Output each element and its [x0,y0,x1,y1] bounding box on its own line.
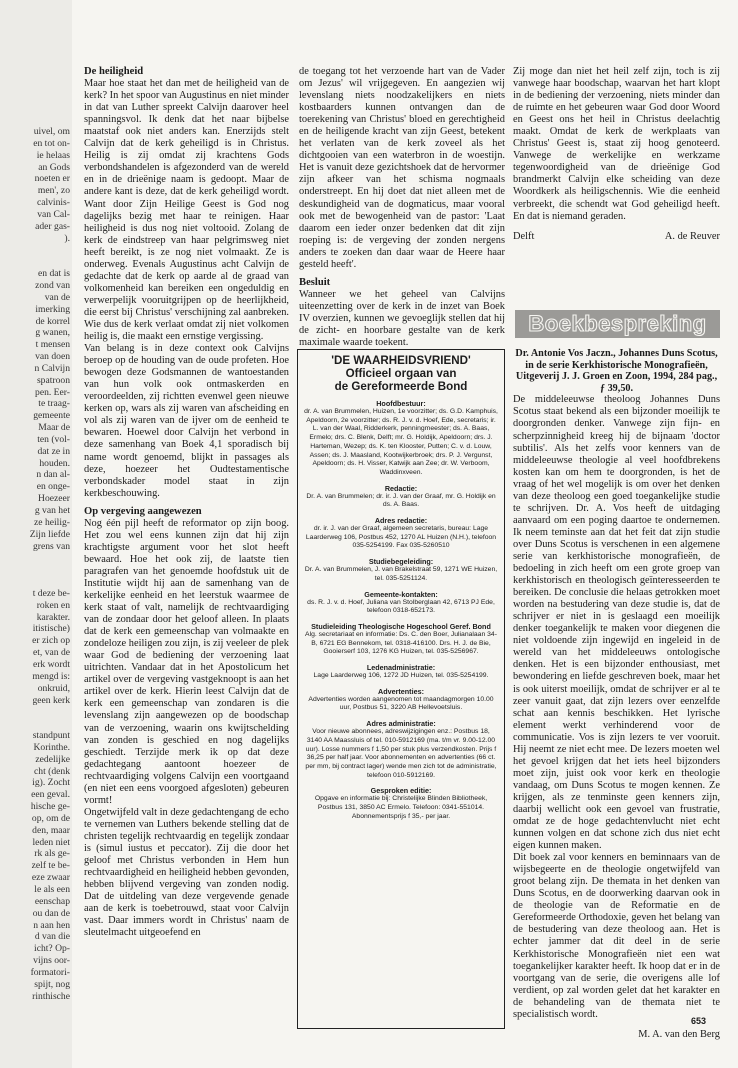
fragment-line: grens van [32,540,70,552]
fragment-line: dat ze in [37,445,70,457]
paragraph: Ongetwijfeld valt in deze gedachtengang de echo te vernemen van Luthers bekende stelling dat de christen tegelijk rechtvaardig en tegelijk zondaar is (simul iustus et peccator). Zij die door het geloof met Christus verbonden in Hem hun rechtvaardigheid en heiligheid hebben gevonden, hebben blijvend vergeving van zonden nodig. Dat de uitdeling van deze vergevende genade aan de kerk is toebetrouwd, staat voor Calvijn vast. Daar immers wordt in Christus' naam de sleutelmacht uitgeoefend en [84,806,289,939]
fragment-line: spijt, nog [34,978,70,990]
section-heading: Gesproken editie: [370,786,432,796]
column-3 [513,66,720,243]
fragment-line: ze heilig- [34,516,70,528]
fragment-line: ader gas- [35,220,70,232]
section-heading: Studieleiding Theologische Hogeschool Geref. Bond [311,621,491,631]
fragment-line: hische ge- [30,801,70,813]
fragment-line: geen kerk [32,694,70,706]
fragment-line: rk als ge- [34,848,70,860]
masthead-title: 'DE WAARHEIDSVRIEND' [331,354,471,367]
fragment-line: ten (vol- [37,433,70,445]
fragment-line: van doen [35,351,70,363]
paragraph: Dit boek zal voor kenners en beminnaars van de wijsbegeerte en de theologie ongetwijfeld van groot belang zijn. De themata in het denken van Duns Scotus, en de doorwerking daarvan ook in de theologie van de Reformatie en de Gereformeerde Orthodoxie, geven het belang van de bestudering van deze theoloog aan. Het is echter jammer dat dit deel in de serie Kerkhistorische Monografieën niet een wat toegankelijker karakter heeft. Ik hoop dat er in de voortgang van de serie, die overigens alle lof verdient, op zal worden gelet dat het karakter en de behandeling van de themata niet te specialistisch wordt. [513,852,720,1020]
fragment-line: d van die [34,931,70,943]
fragment-line: de korrel [35,315,70,327]
fragment-line: ig). Zocht [32,777,70,789]
fragment-line: n Calvijn [34,362,70,374]
paragraph: Zij moge dan niet het heil zelf zijn, toch is zij vanwege haar boodschap, waarvan het hart klopt in de bediening der verzoening, niets minder dan de ruimte en het gebeuren waar God door Woord en Geest ons het heil in Christus deelachtig maakt. Omdat de kerk de werkplaats van Christus' Geest is, staat zij hoog genoteerd. Vanwege de werkelijke en werkzame tegenwoordigheid van de drieënige God brandmerkt Calvijn elke scheiding van deze Woordkerk als heiligschennis. Wie die eenheid verbreekt, die schendt wat God geheiligd heeft. En dat is niemand geraden. [513,66,720,222]
section-heading: Adres administratie: [366,719,436,729]
signature-name: A. de Reuver [664,230,720,242]
section-heading: Gemeente-kontakten: [364,589,438,599]
fragment-line: g wanen, [35,327,70,339]
paragraph: de toegang tot het verzoende hart van de Vader om Jezus' wil vrijgegeven. En aangezien wij levenslang niets noodzakelijkers en niets kostbaarders kunnen ontvangen dan de toerekening van Christus' bloed en gerechtigheid en de heiligende kracht van zijn Geest, betekent het verlaten van de kerk zoveel als het dichtgooien van een waterbron in de woestijn. Het is vanuit deze gezichtshoek dat de hervormer zijn afkeer van het schisma nogmaals onderstreept. En hij doet dat niet alleen met de deskundigheid van de dogmaticus, maar vooral ook met de bewogenheid van de pastor: 'Laat daarom een ieder onzer bedenken dat dit zijn roeping is: de vergeving der zonden nergens anders te zoeken dan daar waar de Heere haar gesteld heeft'. [299,66,505,270]
fragment-line: et, van de [32,647,70,659]
fragment-line: men', zo [37,185,70,197]
paragraph: Maar hoe staat het dan met de heiligheid van de kerk? In het spoor van Augustinus en niet minder in dat van Luther spreekt Calvijn daarover heel spanningsvol. Ik denk dat het naar bijbelse maatstaf ook niet anders kan. Enerzijds stelt Calvijn dat de kerk geheiligd is in Christus. Heilig is zij omdat zij krachtens Gods verbondshandelen is afgezonderd van de wereld en in de drieënige naam is gedoopt. Maar de andere kant is deze, dat de kerk geheiligd wordt. Want door Zijn Heilige Geest is God nog dagelijks bezig met haar te reinigen. Haar heiligheid is dus nog niet voltooid. Zolang de kerk de eindstreep van haar pelgrimsweg niet heeft bereikt, is ze nog niet volmaakt. Ze is onderweg. Evenals Augustinus acht Calvijn de gedachte dat de kerk op aarde al de graad van volkomenheid kan bereiken een ongeduldig en verwerpelijk vooruitgrijpen op de heerlijkheid, die eerst bij Christus' verschijning zal aanbreken. Wie dus de kerk verlaat omdat zij niet volkomen heilig is, die maakt een ernstige vergissing. [84,78,289,343]
section-text: Voor nieuwe abonnees, adreswijzigingen enz.: Postbus 18, 3140 AA Maassluis of tel. 010-5912169 (ma. t/m vr. 9.00-12.00 uur). Losse nummers f 1,50 per stuk plus verzendkosten. Prijs f 36,25 per half jaar. Voor abonnementen en advertenties (66 ct. per mm, bij contract lager) wende men zich tot de administratie, telefoon 010-5912169. [305,728,497,779]
section-heading: Hoofdbestuur: [376,399,426,408]
fragment-line: le als een [34,884,70,895]
fragment-line: roken en [36,599,70,611]
fragment-line: cht (denk [34,765,70,777]
fragment-line: Hoezeer [38,493,70,505]
fragment-line: eze zwaar [31,872,70,884]
fragment-line: Zijn liefde [29,528,70,540]
fragment-line: an Gods [38,161,70,173]
review-heading: Dr. Antonie Vos Jaczn., Johannes Duns Scotus, in de serie Kerkhistorische Monografieën, Uitgeverij J. J. Groen en Zoon, 1994, 284 pag., ƒ 39,50. [515,348,718,394]
fragment-line: itistische) [32,623,70,635]
section-text: dr. ir. J. van der Graaf, algemeen secretaris, bureau: Lage Laarderweg 106, Postbus 452, 1270 AL Huizen (N.H.), telefoon 035-5254199. Fax 035-5260510 [305,525,497,550]
review-column [513,348,720,1041]
fragment-line: zelf te be- [31,860,70,872]
fragment-line: t deze be- [32,587,70,599]
section-text: dr. A. van Brummelen, Huizen, 1e voorzitter; ds. G.D. Kamphuis, Apeldoorn, 2e voorzitter; ds. R. J. v. d. Hoef, Ede, secretaris; ir. L. van der Waal, Ridderkerk, penningmeester; ds. A. Baas, Ermelo; drs. C. Blenk, Delft; mr. G. Holdijk, Apeldoorn; drs. J. Harteman, Wezep; ds. K. ten Klooster, Putten; C. v. d. Louw, Assen; ds. J. Maasland, Kootwijkerbroek; drs. P. J. Vergunst, Apeldoorn; ds. H. Visser, Katwijk aan Zee; dr. W. Verboom, Waddinxveen. [304,408,498,476]
fragment-line: gemeente [33,410,70,422]
fragment-line: n dan al- [36,469,70,481]
signature [513,231,720,243]
fragment-line [0,706,70,718]
section-text: ds. R. J. v. d. Hoef, Juliana van Stolberglaan 42, 6713 PJ Ede, telefoon 0318-652173. [307,598,495,615]
section-heading: Advertenties: [378,686,424,696]
fragment-line [0,244,70,256]
fragment-line: van de [44,291,70,303]
fragment-line: pen. Eer- [35,386,70,398]
fragment-line: Maar de [38,422,70,434]
fragment-line: den, maar [32,824,70,836]
page-number: 653 [691,1016,707,1026]
paragraph: De middeleeuwse theoloog Johannes Duns Scotus staat bekend als een bijzonder moeilijk te doorgronden denker. Vanwege zijn fijn- en scherpzinnigheid kreeg hij de bijnaam 'doctor subtilis'. Als het zelfs voor kenners van de middeleeuwse theologie al veel hoofdbrekens kosten kan om hem te doorgronden, is het de vraag of het wel mogelijk is om over het denken van deze theoloog een goed toegankelijke studie te schrijven. Dr. A. Vos heeft de uitdaging aanvaard om een poging daartoe te ondernemen. Ik neem teminste aan dat het feit dat zijn studie over Duns Scotus is verschenen in een algemene serie van kerkhistorische monografieën, de bedoeling in zich heeft om een grote groep van kerkhistorisch en theologisch geïnteresseerden te bereiken. De conclusie die helaas getrokken moet worden na bestudering van deze studie is, dat de schrijver er niet in is geslaagd een moeilijk denker toegankelijk te maken voor diegenen die niet voldoende zijn ingewijd en ingeleid in de wereld van het middeleeuws ontologische denken. Het is een bijzonder enthousiast, met bewondering en liefde geschreven boek, maar het is ook uiterst moeilijk, omdat de schrijver er al te zeer vanuit gaat, dat zijn lezers over eenzelfde schat aan kennis beschikken. Het lyrische element werkt verhinderend voor de communicatie. Vos is zijn lezers te ver vooruit. Hij neemt ze niet echt mee. De lezers moeten wel het gevoel krijgen dat het iets heel bijzonders moet zijn, juist ook voor kerk en theologie vandaag, om Duns Scotus te mogen kennen. Ze krijgen, als ze tenminste geen kenners zijn, daarbij wellicht ook een gevoel van frustratie, omdat ze de hoge gedachtenvlucht niet echt kunnen volgen en dat schone zich dus niet echt eigen kunnen maken. [513,394,720,852]
fragment-line: t mensen [35,339,70,351]
fragment-line: g van het [34,505,70,516]
fragment-line: ). [64,232,70,244]
fragment-line [0,576,70,588]
fragment-line: erk wordt [32,658,70,670]
fragment-line: eenschap [34,895,70,907]
fragment-line: leden niet [32,836,70,848]
fragment-line: ie helaas [36,149,70,161]
fragment-line: vijns oor- [33,955,70,967]
fragment-line: noeten er [34,173,70,185]
fragment-line: karakter. [36,611,70,623]
fragment-line: op, om de [31,812,70,824]
fragment-line: uivel, om [33,126,70,137]
section-text: Dr. A. van Brummelen; dr. ir. J. van der Graaf, mr. G. Holdijk en ds. A. Baas. [306,492,496,509]
boekbespreking-banner [515,310,720,338]
masthead-subtitle: de Gereformeerde Bond [334,380,468,393]
column-1 [84,66,289,939]
heading-besluit: Besluit [299,276,331,288]
fragment-line [0,552,70,564]
banner-text: Boekbespreking [528,311,707,336]
paragraph: Van belang is in deze context ook Calvijns beroep op de houding van de oude profeten. Hoe bewogen deze Godsmannen de wantoestanden van hun volk ook ontmaskerden en veroordeelden, zij richtten evenwel geen nieuwe kerken op, wars als zij waren van afscheiding en vol als zij waren van de ijver om de eenheid te bewaren. Hoewel door Calvijn het verbond in deze samenhang van Boek 4,1 sporadisch bij name wordt genoemd, blijkt in passages als deze, hoezeer het Oudtestamentische verbondskader model staat in zijn kerkbeschouwing. [84,343,289,499]
previous-page-fragments [0,126,70,1002]
fragment-line: van Cal- [37,208,70,220]
fragment-line: houden. [39,457,70,469]
section-heading: Ledenadministratie: [366,663,436,673]
fragment-line: mengd is: [32,670,70,682]
fragment-line: calvinis- [36,197,70,209]
fragment-line: n aan hen [33,919,70,931]
fragment-line: formatori- [30,966,70,978]
section-text: Lage Laarderweg 106, 1272 JD Huizen, tel. 035-5254199. [313,672,489,680]
heading-vergeving: Op vergeving aangewezen [84,505,202,517]
masthead-box [297,349,505,1029]
section-heading: Redactie: [384,483,418,493]
masthead-subtitle: Officieel orgaan van [345,367,457,380]
review-signature: M. A. van den Berg [638,1028,720,1040]
column-2 [299,66,505,349]
fragment-line [0,564,70,576]
fragment-line: zedelijke [35,753,70,765]
section-text: Opgave en informatie bij: Christelijke Blinden Bibliotheek, Postbus 131, 3850 AC Ermelo. Telefoon: 0341-551014. Abonnementsprijs f 35,- per jaar. [314,795,488,820]
fragment-line: en onge- [36,481,70,493]
section-text: Advertenties worden aangenomen tot maandagmorgen 10.00 uur, Postbus 51, 3220 AB Hellevoetsluis. [308,695,494,712]
heading-heiligheid: De heiligheid [84,66,144,77]
fragment-line: en dat is [38,268,70,280]
fragment-line [0,256,70,268]
fragment-line: een geval. [31,789,70,801]
fragment-line: standpunt [32,730,70,742]
fragment-line: en tot on- [33,137,70,149]
section-text: Alg. secretariaat en informatie: Ds. C. den Boer, Julianalaan 34-B, 6721 EG Bennekom, tel. 0318-416100. Drs. H. J. de Bie, Gooierserf 103, 1276 KG Huizen, tel. 035-5256967. [305,630,497,656]
fragment-line: onkruid, [37,682,70,694]
fragment-line: te traag- [38,398,70,410]
fragment-line: rinthische [32,990,70,1002]
fragment-line: zond van [35,279,70,291]
fragment-line: Korinthe. [33,741,70,753]
fragment-line: er zich op [32,635,70,647]
fragment-line: ou dan de [32,907,70,919]
fragment-line: icht? Op- [34,943,70,955]
signature-place: Delft [513,230,535,242]
fragment-line: imerking [35,303,70,315]
paragraph: Wanneer we het geheel van Calvijns uiteenzetting over de kerk in de inzet van Boek IV overzien, kunnen we gevoeglijk stellen dat hij de zicht- en hoorbare gestalte van de kerk maximale waarde toekent. [299,288,505,349]
section-heading: Studiebegeleiding: [368,557,434,567]
paragraph: Nog één pijl heeft de reformator op zijn boog. Het zou wel eens kunnen zijn dat hij zijn krachtigste argument voor het slot heeft bewaard. Hoe het ook zij, de laatste tien paragrafen van het genoemde hoofdstuk uit de Institutie wijdt hij aan de samenhang van de kerkelijke eenheid en het leerstuk waarmee de kerk staat of valt, namelijk de rechtvaardiging van de zondaar door het geloof alleen. In plaats dat de kerk een gemeenschap van volmaakte en zondeloze heiligen zou zijn, is zij veeleer de plek waar God de bediening der verzoening laat uitrichten. Vandaar dat in het Apostolicum het artikel over de vergeving vastgeknoopt is aan het artikel over de kerk. Hierin leest Calvijn dat de kerk een gemeenschap van zondaren is die levenslang zijn aangewezen op de boodschap van de verzoening, waarin ons kwijtschelding van zonden is geschied en nog dagelijks geschiedt. Terzijde merk ik op dat deze gedachtegang aantoont hoezeer de rechtvaardiging volgens Calvijn een voortgaand (en niet een eens voorgoed afgesloten) gebeuren vormt! [84,517,289,806]
fragment-line: spatroon [36,374,70,386]
section-text: Dr. A. van Brummelen, J. van Brakelstraat 59, 1271 WE Huizen, tel. 035-5251124. [304,566,498,582]
fragment-line [0,718,70,730]
previous-page-edge [0,0,72,1068]
section-heading: Adres redactie: [374,516,428,526]
